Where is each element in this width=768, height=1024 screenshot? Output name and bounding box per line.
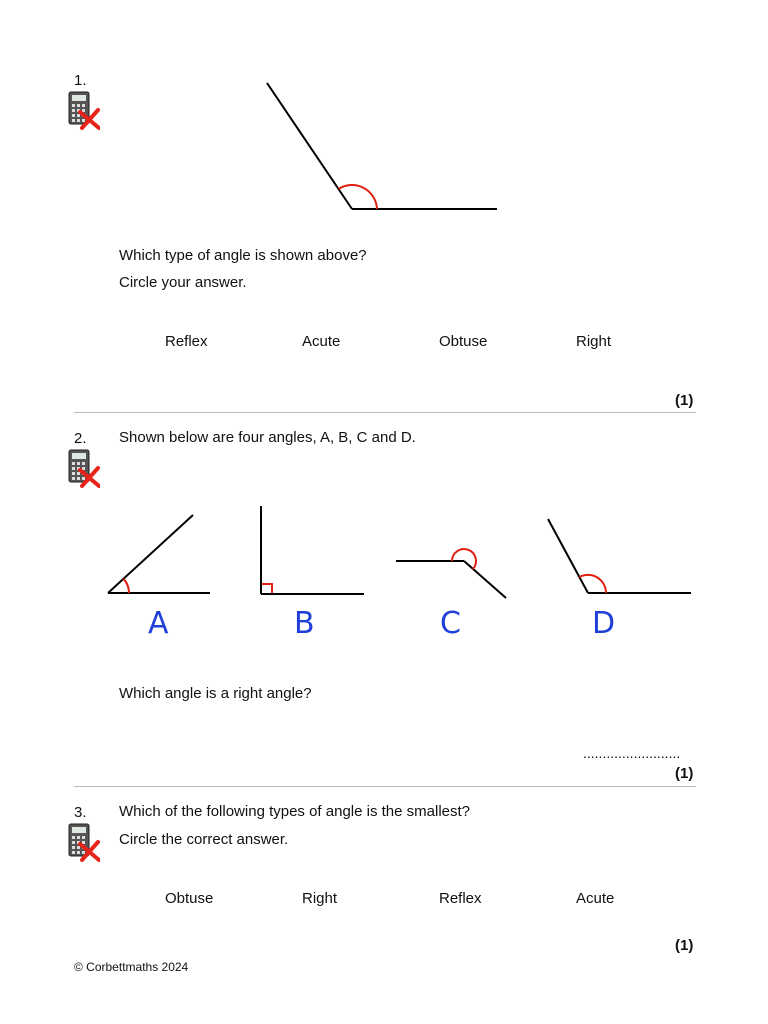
angle-a-figure bbox=[100, 505, 215, 600]
copyright-footer: © Corbettmaths 2024 bbox=[74, 960, 189, 974]
question-3-number: 3. bbox=[74, 804, 87, 821]
question-1-option-reflex[interactable]: Reflex bbox=[165, 333, 208, 350]
divider-2 bbox=[74, 786, 696, 787]
angle-a-label: A bbox=[148, 606, 169, 641]
question-3-option-reflex[interactable]: Reflex bbox=[439, 890, 482, 907]
no-calculator-icon bbox=[66, 448, 100, 488]
question-3-option-acute[interactable]: Acute bbox=[576, 890, 615, 907]
question-3-marks: (1) bbox=[675, 937, 694, 954]
question-1-option-acute[interactable]: Acute bbox=[302, 333, 341, 350]
question-1-text-line-1: Which type of angle is shown above? bbox=[119, 247, 367, 264]
question-2-text: Shown below are four angles, A, B, C and D. bbox=[119, 429, 416, 446]
angle-c-figure bbox=[392, 540, 510, 602]
angle-b-label: B bbox=[294, 606, 315, 641]
question-3-text-line-2: Circle the correct answer. bbox=[119, 831, 289, 848]
no-calculator-icon bbox=[66, 822, 100, 862]
question-1-text-line-2: Circle your answer. bbox=[119, 274, 247, 291]
angle-c-label: C bbox=[440, 606, 461, 641]
question-3-text-line-1: Which of the following types of angle is the smallest? bbox=[119, 803, 471, 820]
question-3-option-obtuse[interactable]: Obtuse bbox=[165, 890, 214, 907]
question-2-marks: (1) bbox=[675, 765, 694, 782]
angle-d-figure bbox=[540, 515, 695, 600]
question-1-option-right[interactable]: Right bbox=[576, 333, 612, 350]
question-2-number: 2. bbox=[74, 430, 87, 447]
question-2-prompt: Which angle is a right angle? bbox=[119, 685, 312, 702]
angle-d-label: D bbox=[592, 606, 616, 641]
question-1-marks: (1) bbox=[675, 392, 694, 409]
question-1-number: 1. bbox=[74, 72, 87, 89]
question-3-option-right[interactable]: Right bbox=[302, 890, 338, 907]
divider-1 bbox=[74, 412, 696, 413]
answer-line[interactable]: ......................... bbox=[583, 745, 681, 761]
angle-b-figure bbox=[252, 502, 367, 600]
question-1-option-obtuse[interactable]: Obtuse bbox=[439, 333, 488, 350]
question-1-angle-figure bbox=[255, 75, 515, 220]
no-calculator-icon bbox=[66, 90, 100, 130]
